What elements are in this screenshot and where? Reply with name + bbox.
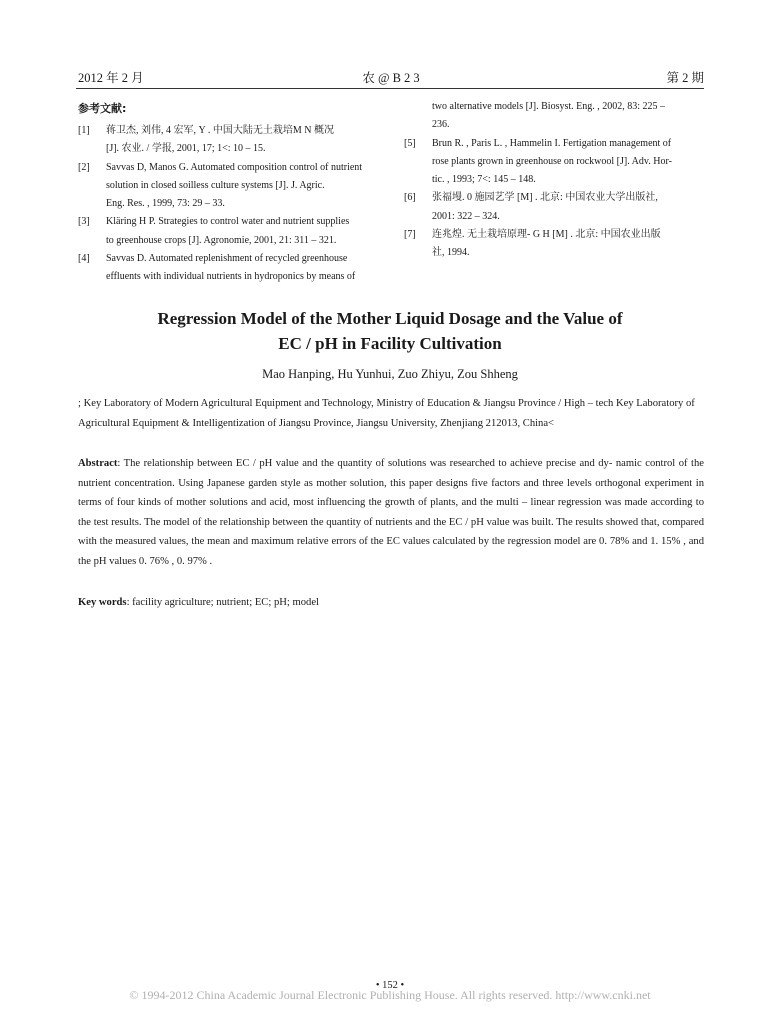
- keywords-text: : facility agriculture; nutrient; EC; pH; model: [126, 597, 319, 608]
- reference-line: 2001: 322 – 324.: [432, 210, 500, 222]
- reference-line: to greenhouse crops [J]. Agronomie, 2001, 21: 311 – 321.: [106, 234, 337, 246]
- reference-number: [1]: [78, 125, 90, 136]
- reference-continuation-line: two alternative models [J]. Biosyst. Eng. , 2002, 83: 225 –: [432, 101, 666, 112]
- reference-continuation-line: 236.: [432, 119, 450, 131]
- reference-line: Savvas D, Manos G. Automated composition control of nutrient: [106, 161, 363, 173]
- copyright-footer: © 1994-2012 China Academic Journal Electronic Publishing House. All rights reserved. http://www.cnki.net: [129, 988, 651, 1002]
- reference-item: [78, 122, 378, 159]
- abstract-label: Abstract: [78, 458, 118, 469]
- reference-line: [J]. 农业. / 学报, 2001, 17; 1<: 10 – 15.: [106, 143, 266, 155]
- affiliation: ; Key Laboratory of Modern Agricultural Equipment and Technology, Ministry of Education & Jiangsu Province / High – tech Key Laboratory of Agricultural Equipment & Intelligentization of Jiangsu Province, Jiangsu University, Zhenjiang 212013, China<: [78, 398, 695, 429]
- reference-number: [7]: [404, 229, 416, 241]
- reference-item: [404, 189, 704, 226]
- title-line-2: EC / pH in Facility Cultivation: [278, 334, 502, 353]
- reference-item: [404, 226, 704, 263]
- reference-number: [5]: [404, 137, 416, 149]
- reference-number: [6]: [404, 192, 416, 204]
- keywords: [78, 593, 704, 612]
- reference-line: solution in closed soilless culture systems [J]. J. Agric.: [106, 179, 325, 191]
- reference-line: rose plants grown in greenhouse on rockwool [J]. Adv. Hor-: [432, 155, 672, 167]
- running-header: [78, 68, 704, 88]
- header-issue: 第 2 期: [666, 71, 704, 85]
- reference-item: [78, 213, 378, 250]
- header-rule: [76, 88, 704, 89]
- reference-line: Kläring H P. Strategies to control water and nutrient supplies: [106, 216, 350, 228]
- reference-item: [404, 135, 704, 190]
- reference-number: [3]: [78, 216, 90, 228]
- abstract-text: : The relationship between EC / pH value and the quantity of solutions was researched to achieve precise and dy- namic control of the nutrient concentration. Using Japanese garden style as mother solution, this paper designs five factors and three levels orthogonal experiment in terms of four kinds of mother solutions and acid, most influencing the growth of plants, and the multi – linear regression was made according to the test results. The model of the relationship between the quantity of nutrients and the EC / pH value was built. The results showed that, compared with the measured values, the mean and maximum relative errors of the EC values calculated by the regression model are 0. 78% and 1. 15% , and the pH values 0. 76% , 0. 97% .: [78, 458, 704, 567]
- reference-line: Brun R. , Paris L. , Hammelin I. Fertigation management of: [432, 137, 672, 149]
- reference-number: [4]: [78, 253, 90, 265]
- page-number: • 152 •: [375, 980, 405, 991]
- reference-line: effluents with individual nutrients in hydroponics by means of: [106, 271, 356, 283]
- reference-line: 连兆煌. 无土栽培原理- G H [M] . 北京: 中国农业出版: [432, 229, 661, 241]
- references-left-column: [78, 98, 378, 287]
- authors: Mao Hanping, Hu Yunhui, Zuo Zhiyu, Zou Shheng: [262, 367, 518, 381]
- keywords-label: Key words: [78, 597, 127, 608]
- references-right-column: [404, 98, 704, 263]
- reference-line: Eng. Res. , 1999, 73: 29 – 33.: [106, 198, 225, 210]
- abstract: [78, 454, 704, 572]
- reference-item: [78, 159, 378, 214]
- reference-line: 蒋卫杰, 刘伟, 4 宏军, Y . 中国大陆无土栽培M N 概况: [106, 125, 334, 136]
- reference-item: [78, 250, 378, 287]
- reference-line: 社, 1994.: [432, 247, 470, 259]
- reference-line: tic. , 1993; 7<: 145 – 148.: [432, 174, 536, 186]
- reference-number: [2]: [78, 161, 90, 173]
- header-date: 2012 年 2 月: [78, 71, 144, 85]
- title-line-1: Regression Model of the Mother Liquid Dosage and the Value of: [157, 309, 623, 328]
- reference-line: 张福墁. 0 施园艺学 [M] . 北京: 中国农业大学出版社,: [432, 192, 658, 204]
- references-heading: 参考文献:: [78, 102, 127, 115]
- reference-line: Savvas D. Automated replenishment of recycled greenhouse: [106, 253, 348, 265]
- paper-title: [60, 306, 720, 356]
- header-journal: 农 @ B 2 3: [362, 71, 420, 85]
